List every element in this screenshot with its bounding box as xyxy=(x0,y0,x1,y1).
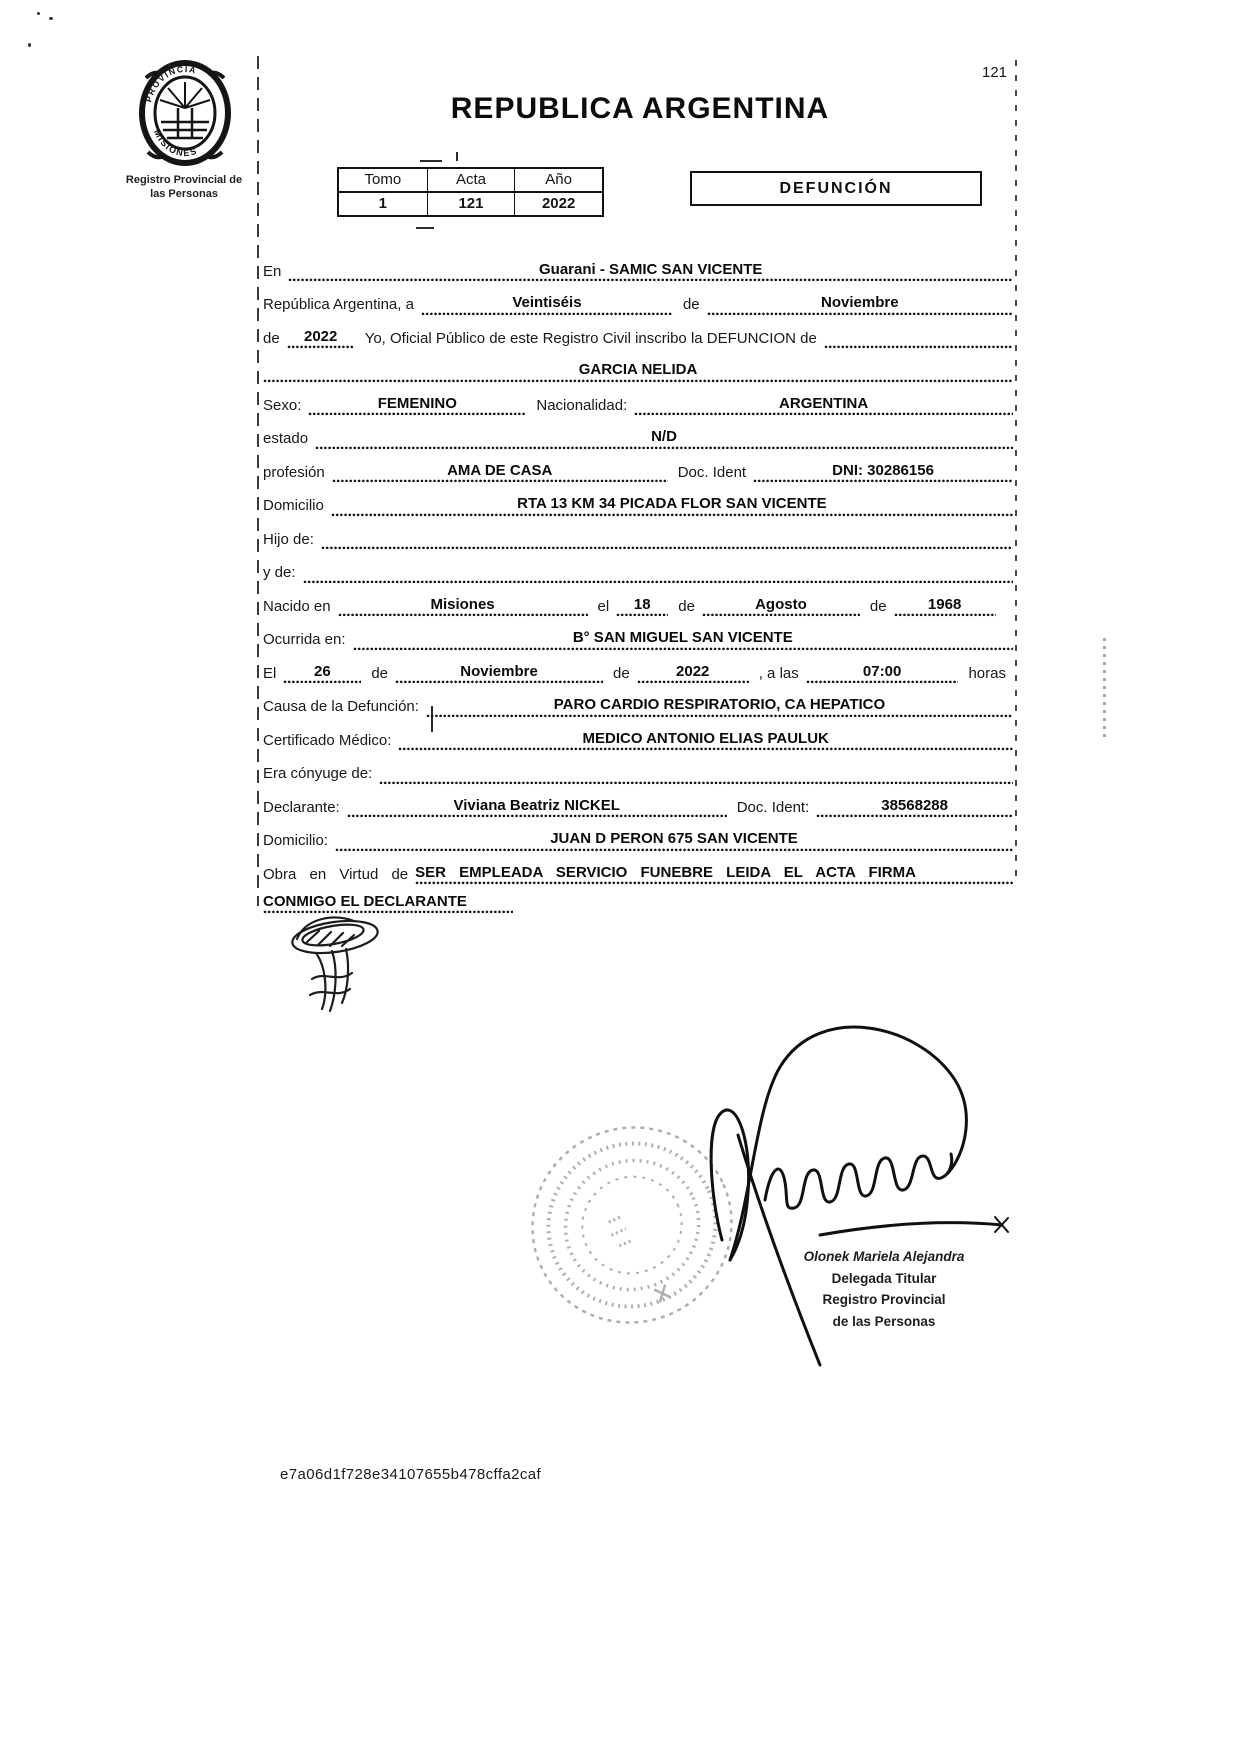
page-number: 121 xyxy=(982,64,1008,81)
fecha-acta-label: República Argentina, a xyxy=(263,296,414,313)
inscribo-ano: 2022 xyxy=(287,328,355,350)
row-profesion xyxy=(263,450,1013,484)
fecha-acta-mes: Noviembre xyxy=(707,294,1013,316)
row-y-de xyxy=(263,551,1013,585)
row-obra-linea1 xyxy=(263,852,1013,886)
certificado-label: Certificado Médico: xyxy=(263,731,392,749)
fecha-acta-dia: Veintiséis xyxy=(421,294,673,316)
fdef-a-las: , a las xyxy=(758,664,799,682)
fdef-ano: 2022 xyxy=(637,663,749,685)
sexo-value: FEMENINO xyxy=(308,395,526,417)
fdef-mes: Noviembre xyxy=(395,663,603,685)
seal-ground-lines xyxy=(161,108,209,138)
acta-val-acta: 121 xyxy=(427,193,515,215)
estado-label: estado xyxy=(263,430,309,447)
obra-value-linea2: CONMIGO EL DECLARANTE xyxy=(263,893,513,915)
fdef-horas: horas xyxy=(968,664,1006,682)
domicilio2-value: JUAN D PERON 675 SAN VICENTE xyxy=(335,830,1013,852)
seal-sun-rays xyxy=(160,82,210,108)
declarante-value: Viviana Beatriz NICKEL xyxy=(347,797,727,819)
signer-name: Olonek Mariela Alejandra xyxy=(803,1249,965,1264)
row-fecha-acta xyxy=(263,283,1013,317)
conyuge-value xyxy=(379,763,1013,785)
y-de-label: y de: xyxy=(263,564,296,581)
nacido-de1: de xyxy=(678,597,695,615)
domicilio-value: RTA 13 KM 34 PICADA FLOR SAN VICENTE xyxy=(331,495,1013,517)
lugar-label: En xyxy=(263,262,282,280)
round-ink-stamp xyxy=(501,1096,763,1355)
nacido-dia: 18 xyxy=(616,596,668,618)
ocurrida-value: B° SAN MIGUEL SAN VICENTE xyxy=(353,629,1013,651)
hijo-de-label: Hijo de: xyxy=(263,530,314,548)
record-type-box: DEFUNCIÓN xyxy=(690,171,982,206)
seal-arc-top-text: PROVINCIA xyxy=(143,63,199,104)
fdef-dia: 26 xyxy=(283,663,361,685)
edge-annotation-mark xyxy=(1103,638,1106,738)
row-ocurrida-en xyxy=(263,618,1013,652)
acta-val-tomo: 1 xyxy=(378,195,387,212)
provincial-seal xyxy=(138,60,232,170)
declarante-label: Declarante: xyxy=(263,798,340,816)
row-hijo-de xyxy=(263,517,1013,551)
row-conyuge xyxy=(263,752,1013,786)
row-fecha-defuncion xyxy=(263,651,1013,685)
conyuge-label: Era cónyuge de: xyxy=(263,765,373,782)
scan-speck xyxy=(28,43,31,47)
inscribo-texto: Yo, Oficial Público de este Registro Civil inscribo la DEFUNCION de xyxy=(364,329,817,347)
causa-label: Causa de la Defunción: xyxy=(263,698,419,715)
certificado-value: MEDICO ANTONIO ELIAS PAULUK xyxy=(398,730,1013,752)
fdef-el: El xyxy=(263,664,277,682)
certificate-form xyxy=(263,249,1013,915)
ocurrida-label: Ocurrida en: xyxy=(263,631,346,648)
y-de-value xyxy=(303,562,1013,584)
acta-val-ano: 2022 xyxy=(514,193,602,215)
row-sexo-nacionalidad xyxy=(263,383,1013,417)
row-declarante xyxy=(263,785,1013,819)
row-nombre-fallecido xyxy=(263,350,1013,384)
row-domicilio-fallecido xyxy=(263,484,1013,518)
estado-value: N/D xyxy=(315,428,1013,450)
nacido-ano: 1968 xyxy=(894,596,996,618)
verification-hash: e7a06d1f728e34107655b478cffa2caf xyxy=(280,1466,542,1483)
row-certificado xyxy=(263,718,1013,752)
inscribo-trailing-line xyxy=(824,328,1013,350)
scan-speck xyxy=(37,12,40,15)
declarante-doc-value: 38568288 xyxy=(816,797,1013,819)
obra-value-linea1: SER EMPLEADA SERVICIO FUNEBRE LEIDA EL ACTA FIRMA xyxy=(415,864,1013,886)
row-inscribo xyxy=(263,316,1013,350)
acta-col-acta: Acta xyxy=(427,169,515,193)
nacido-label: Nacido en xyxy=(263,597,331,615)
signatures-and-stamp-layer xyxy=(260,895,1020,1425)
hijo-de-value xyxy=(321,529,1013,551)
nacionalidad-label: Nacionalidad: xyxy=(536,396,628,414)
profesion-value: AMA DE CASA xyxy=(332,462,668,484)
signer-org-line2: de las Personas xyxy=(832,1313,936,1329)
row-causa xyxy=(263,685,1013,719)
profesion-label: profesión xyxy=(263,463,325,481)
nacido-el: el xyxy=(597,597,610,615)
domicilio2-label: Domicilio: xyxy=(263,832,329,849)
lugar-value: Guarani - SAMIC SAN VICENTE xyxy=(288,261,1013,283)
inscribo-de: de xyxy=(263,329,280,347)
causa-value: PARO CARDIO RESPIRATORIO, CA HEPATICO xyxy=(426,696,1013,718)
sexo-label: Sexo: xyxy=(263,396,302,414)
right-dashed-rule xyxy=(1015,60,1017,882)
acta-col-tomo: Tomo xyxy=(339,169,427,193)
acta-reference-table xyxy=(337,167,604,217)
scan-mark xyxy=(416,227,434,229)
nacionalidad-value: ARGENTINA xyxy=(634,395,1013,417)
seal-caption-line1: Registro Provincial de xyxy=(125,174,243,186)
row-estado xyxy=(263,417,1013,451)
fecha-acta-de: de xyxy=(682,296,700,313)
row-nacido-en xyxy=(263,584,1013,618)
doc-ident-value: DNI: 30286156 xyxy=(753,462,1013,484)
nacido-lugar: Misiones xyxy=(338,596,588,618)
signer-identity-block xyxy=(768,1246,1000,1332)
seal-caption xyxy=(108,174,260,202)
fdef-de1: de xyxy=(371,664,389,682)
initials-scribble xyxy=(290,916,379,1011)
seal-arc-bottom-text: MISIONES xyxy=(151,128,199,159)
fdef-de2: de xyxy=(613,664,630,682)
acta-col-ano: Año xyxy=(514,169,602,193)
page-title: REPUBLICA ARGENTINA xyxy=(450,92,830,125)
domicilio-label: Domicilio xyxy=(263,497,324,514)
seal-caption-line2: las Personas xyxy=(150,187,218,200)
declarante-doc-label: Doc. Ident: xyxy=(736,798,810,816)
nacido-de2: de xyxy=(869,597,887,615)
row-domicilio-declarante xyxy=(263,819,1013,853)
scan-mark xyxy=(420,160,442,162)
signer-org-line1: Registro Provincial xyxy=(822,1292,946,1308)
obra-label: Obra en Virtud de xyxy=(263,865,409,883)
scan-speck xyxy=(49,17,53,20)
doc-ident-label: Doc. Ident xyxy=(677,463,747,481)
fdef-hora: 07:00 xyxy=(806,663,959,685)
nombre-fallecido-value: GARCIA NELIDA xyxy=(263,361,1013,383)
row-lugar xyxy=(263,249,1013,283)
signer-title: Delegada Titular xyxy=(831,1270,937,1286)
nacido-mes: Agosto xyxy=(702,596,860,618)
scan-mark xyxy=(456,152,458,161)
